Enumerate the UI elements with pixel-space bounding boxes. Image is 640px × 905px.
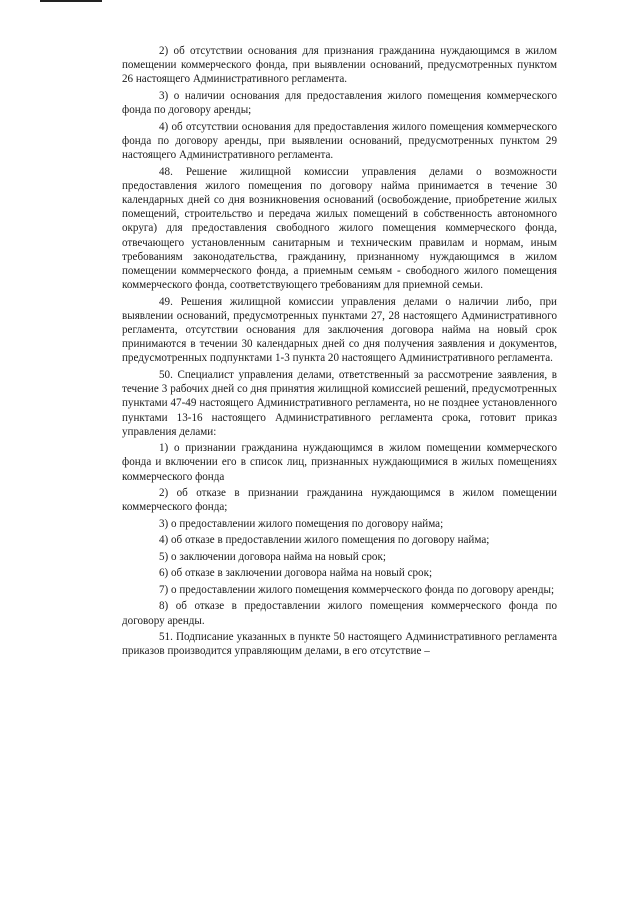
paragraph: 8) об отказе в предоставлении жилого помещения коммерческого фонда по договору аренды.	[122, 600, 557, 627]
document-body	[122, 44, 557, 661]
top-rule	[40, 0, 102, 2]
paragraph: 4) об отсутствии основания для предоставления жилого помещения коммерческого фонда по договору аренды, при выявлении оснований, предусмотренных пунктом 29 настоящего Административного регламента.	[122, 120, 557, 162]
paragraph: 49. Решения жилищной комиссии управления делами о наличии либо, при выявлении оснований, предусмотренных пунктами 27, 28 настоящего Административного регламента, отсутствии основания для заключения договора найма на новый срок принимаются в течении 30 календарных дней со дня получения заявления и документов, предусмотренных подпунктами 1-3 пункта 20 настоящего Административного регламента.	[122, 295, 557, 365]
paragraph: 50. Специалист управления делами, ответственный за рассмотрение заявления, в течение 3 рабочих дней со дня принятия жилищной комиссией решений, предусмотренных пунктами 47-49 настоящего Административного регламента, но не позднее установленного пунктами 13-16 настоящего Административного регламента срока, готовит приказ управления делами:	[122, 368, 557, 438]
paragraph: 48. Решение жилищной комиссии управления делами о возможности предоставления жилого помещения по договору найма принимается в течение 30 календарных дней со дня возникновения оснований (освобождение, приобретение жилых помещений, строительство и передача жилых помещений в собственность автономного округа) для предоставления свободного жилого помещения коммерческого фонда, отвечающего установленным санитарным и техническим правилам и нормам, иным требованиям законодательства, гражданину, признанному нуждающимся в жилом помещении коммерческого фонда, а приемным семьям - свободного жилого помещения коммерческого фонда, соответствующего требованиям для приемной семьи.	[122, 165, 557, 292]
paragraph: 7) о предоставлении жилого помещения коммерческого фонда по договору аренды;	[159, 583, 555, 596]
paragraph: 5) о заключении договора найма на новый срок;	[159, 550, 386, 563]
paragraph: 4) об отказе в предоставлении жилого помещения по договору найма;	[159, 534, 490, 547]
paragraph: 6) об отказе в заключении договора найма на новый срок;	[159, 567, 433, 580]
paragraph: 1) о признании гражданина нуждающимся в жилом помещении коммерческого фонда и включении его в список лиц, признанных нуждающимися в жилых помещениях коммерческого фонда	[122, 442, 557, 483]
paragraph: 51. Подписание указанных в пункте 50 настоящего Административного регламента приказов производится управляющим делами, в его отсутствие –	[122, 631, 557, 658]
paragraph: 2) об отказе в признании гражданина нуждающимся в жилом помещении коммерческого фонда;	[122, 487, 557, 514]
paragraph: 2) об отсутствии основания для признания гражданина нуждающимся в жилом помещении коммерческого фонда, при выявлении оснований, предусмотренных пунктом 26 настоящего Административного регламента.	[122, 45, 557, 86]
paragraph: 3) о наличии основания для предоставления жилого помещения коммерческого фонда по договору аренды;	[122, 89, 557, 117]
paragraph: 3) о предоставлении жилого помещения по договору найма;	[159, 517, 444, 530]
